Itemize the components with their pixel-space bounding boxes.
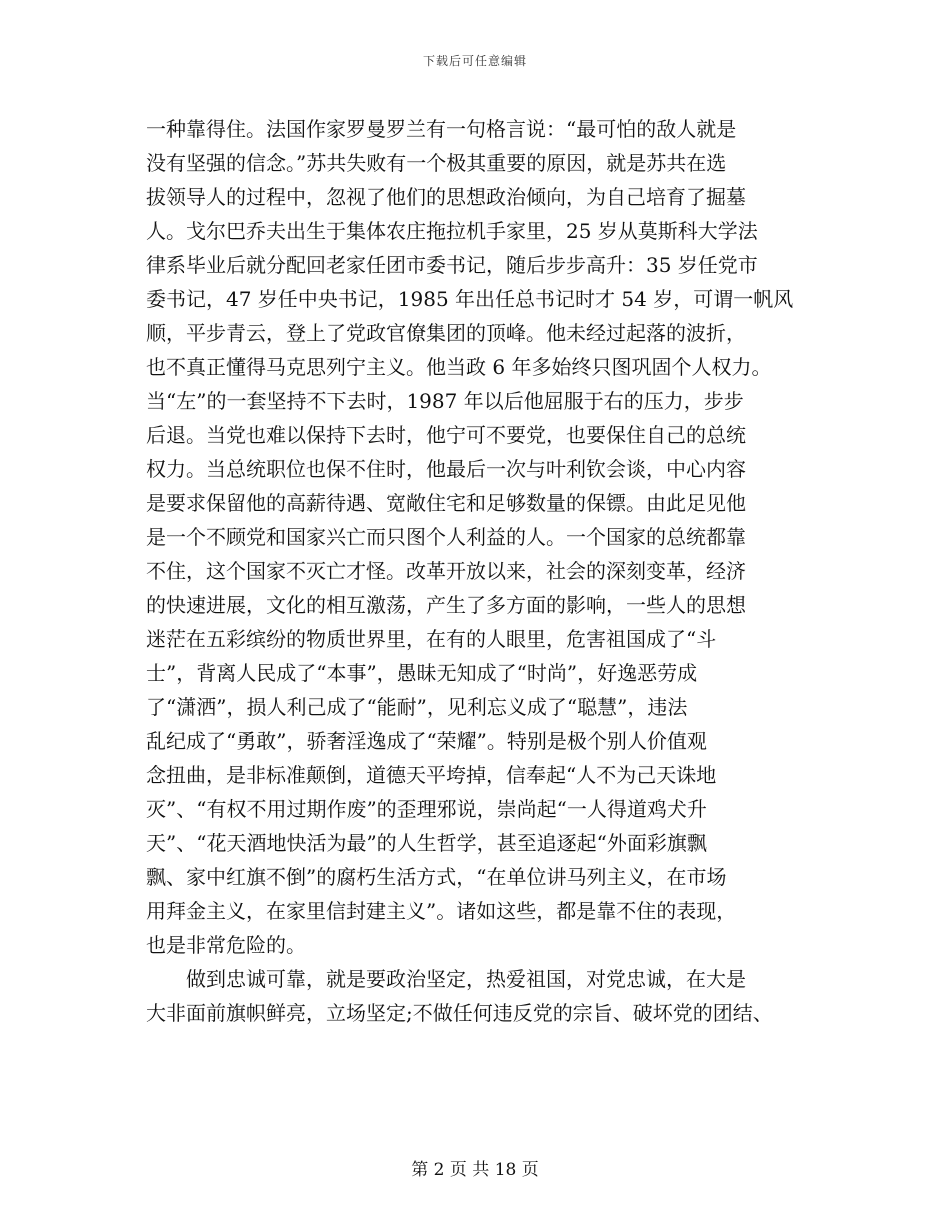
text-line: 天”、“花天酒地快活为最”的人生哲学，甚至追逐起“外面彩旗飘 <box>146 831 707 855</box>
paragraph-start-line: 做到忠诚可靠，就是要政治坚定，热爱祖国，对党忠诚，在大是 <box>186 967 746 991</box>
text-line: 也不真正懂得马克思列宁主义。他当政 6 年多始终只图巩固个人权力。 <box>146 355 772 379</box>
text-line: 当“左”的一套坚持不下去时，1987 年以后他屈服于右的压力，步步 <box>146 389 744 413</box>
text-line: 用拜金主义，在家里信封建主义”。诸如这些，都是靠不住的表现， <box>146 899 737 923</box>
text-line: 委书记，47 岁任中央书记，1985 年出任总书记时才 54 岁，可谓一帆风 <box>146 287 794 311</box>
text-line: 律系毕业后就分配回老家任团市委书记，随后步步高升：35 岁任党市 <box>146 253 758 277</box>
text-line: 顺，平步青云，登上了党政官僚集团的顶峰。他未经过起落的波折， <box>146 321 746 345</box>
page-header: 下载后可任意编辑 <box>422 54 527 68</box>
text-line: 灭”、“有权不用过期作废”的歪理邪说，崇尚起“一人得道鸡犬升 <box>146 797 707 821</box>
text-line: 念扭曲，是非标准颠倒，道德天平垮掉，信奉起“人不为己天诛地 <box>146 763 717 787</box>
text-line: 是要求保留他的高薪待遇、宽敞住宅和足够数量的保镖。由此足见他 <box>146 491 746 515</box>
document-body <box>146 112 818 1030</box>
text-line: 大非面前旗帜鲜亮，立场坚定;不做任何违反党的宗旨、破坏党的团结、 <box>146 1001 773 1025</box>
text-line: 的快速进展，文化的相互激荡，产生了多方面的影响，一些人的思想 <box>146 593 746 617</box>
text-line: 一种靠得住。法国作家罗曼罗兰有一句格言说：“最可怕的敌人就是 <box>146 117 737 141</box>
text-line: 飘、家中红旗不倒”的腐朽生活方式，“在单位讲马列主义，在市场 <box>146 865 727 889</box>
text-line: 后退。当党也难以保持下去时，他宁可不要党，也要保住自己的总统 <box>146 423 746 447</box>
text-line: 是一个不顾党和国家兴亡而只图个人利益的人。一个国家的总统都靠 <box>146 525 746 549</box>
text-line: 了“潇洒”，损人利己成了“能耐”，见利忘义成了“聪慧”，违法 <box>146 695 688 719</box>
text-line: 人。戈尔巴乔夫出生于集体农庄拖拉机手家里，25 岁从莫斯科大学法 <box>146 219 758 243</box>
text-line: 迷茫在五彩缤纷的物质世界里，在有的人眼里，危害祖国成了“斗 <box>146 627 717 651</box>
text-line: 不住，这个国家不灭亡才怪。改革开放以来，社会的深刻变革，经济 <box>146 559 746 583</box>
text-line: 拔领导人的过程中，忽视了他们的思想政治倾向，为自己培育了掘墓 <box>146 185 746 209</box>
text-line: 也是非常危险的。 <box>146 933 306 957</box>
text-line: 士”，背离人民成了“本事”，愚昧无知成了“时尚”，好逸恶劳成 <box>146 661 698 685</box>
text-line: 没有坚强的信念。”苏共失败有一个极其重要的原因，就是苏共在选 <box>146 151 727 175</box>
page-number: 第 2 页 共 18 页 <box>411 1160 539 1180</box>
text-line: 权力。当总统职位也保不住时，他最后一次与叶利钦会谈，中心内容 <box>146 457 746 481</box>
text-line: 乱纪成了“勇敢”，骄奢淫逸成了“荣耀”。特别是极个别人价值观 <box>146 729 707 753</box>
